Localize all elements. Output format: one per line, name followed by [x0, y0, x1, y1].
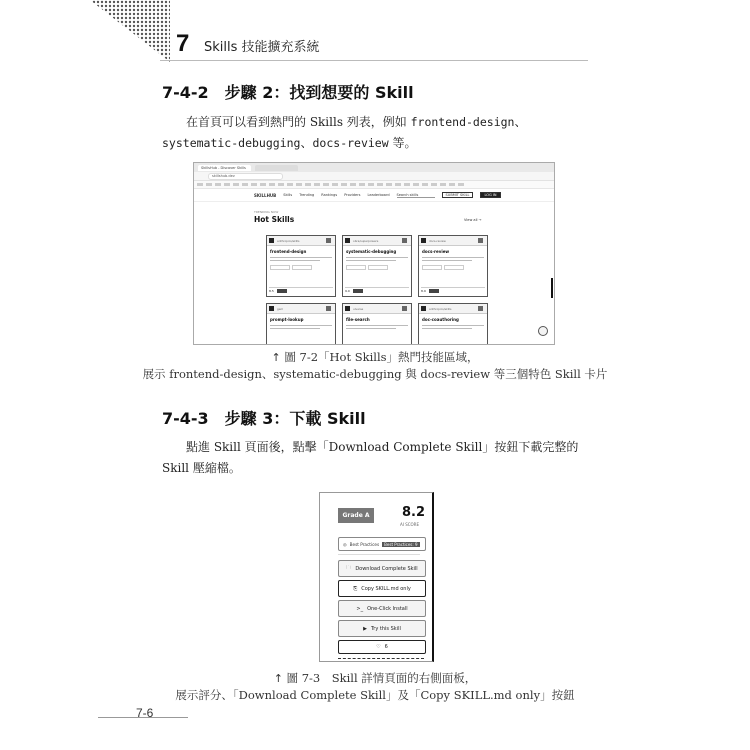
bookmark-icon[interactable]: [296, 183, 302, 186]
grade-badge: [326, 238, 331, 243]
bookmark-icon[interactable]: [224, 183, 230, 186]
tag-chip[interactable]: [422, 265, 442, 270]
section-2-paragraph: 點進 Skill 頁面後，點擊「Download Complete Skill」按鈕下載完整的 Skill 壓縮檔。: [162, 440, 579, 475]
card-title: docs-review: [422, 249, 450, 254]
card-title: systematic-debugging: [346, 249, 397, 254]
page-number: 7-6: [136, 706, 154, 720]
grade-chip: [353, 289, 363, 293]
copy-icon: ⎘: [353, 585, 358, 592]
heart-icon: ♡: [376, 644, 381, 650]
avatar: [269, 306, 274, 311]
figure-7-3-caption: [0, 670, 750, 704]
bookmark-icon[interactable]: [215, 183, 221, 186]
bookmark-icon[interactable]: [395, 183, 401, 186]
scrollbar[interactable]: [551, 278, 553, 298]
skill-card[interactable]: [342, 235, 412, 297]
folder-icon: 🗀: [346, 564, 352, 571]
skill-card[interactable]: [266, 303, 336, 345]
avatar: [269, 238, 274, 243]
bookmark-icon[interactable]: [269, 183, 275, 186]
paragraph-text: 在首頁可以看到熱門的 Skills 列表，例如: [186, 115, 411, 129]
description-line: [422, 257, 484, 258]
description-line: [346, 260, 396, 261]
header-rule: [160, 60, 588, 61]
card-owner: anthropics/skills: [277, 238, 300, 243]
terminal-icon: >_: [356, 605, 364, 612]
skill-card[interactable]: [418, 235, 488, 297]
code-systematic-debugging: systematic-debugging: [162, 136, 301, 150]
bookmark-icon[interactable]: [377, 183, 383, 186]
button-label: Download Complete Skill: [355, 565, 418, 572]
paragraph-text: 等。: [388, 136, 417, 150]
hot-skills-title: Hot Skills: [254, 215, 295, 224]
card-score: 9.0: [345, 289, 350, 293]
bookmark-icon[interactable]: [323, 183, 329, 186]
browser-tab-bar: [194, 163, 554, 172]
card-owner: gem: [277, 306, 284, 311]
description-line: [422, 325, 484, 326]
button-label: Try this Skill: [370, 625, 401, 632]
description-line: [270, 257, 332, 258]
button-label: One-Click Install: [367, 605, 408, 612]
tag-chip[interactable]: [346, 265, 366, 270]
description-line: [346, 328, 396, 329]
bookmark-icon[interactable]: [458, 183, 464, 186]
tag-chip[interactable]: [292, 265, 312, 270]
bookmark-icon[interactable]: [368, 183, 374, 186]
caption-arrow-icon: ↑: [273, 672, 283, 685]
section-1-paragraph: [162, 112, 590, 154]
divider: [338, 554, 420, 555]
chat-fab-button[interactable]: [538, 326, 548, 336]
bookmark-icon[interactable]: [260, 183, 266, 186]
grade-badge: [478, 306, 483, 311]
tag-chip[interactable]: [270, 265, 290, 270]
chapter-number: 7: [176, 30, 190, 57]
skill-card[interactable]: [266, 235, 336, 297]
login-button[interactable]: LOG IN: [480, 192, 500, 198]
check-circle-icon: ◎: [343, 541, 347, 547]
description-line: [422, 328, 472, 329]
nav-link[interactable]: Rankings: [321, 193, 338, 197]
hot-skills-screenshot: [193, 162, 555, 345]
code-docs-review: docs-review: [312, 136, 389, 150]
bookmark-icon[interactable]: [197, 183, 203, 186]
grade-chip: [277, 289, 287, 293]
skill-detail-panel-screenshot: [319, 492, 434, 662]
caption-arrow-icon: ↑: [271, 351, 281, 364]
grade-badge: [326, 306, 331, 311]
submit-skill-button[interactable]: SUBMIT SKILL: [442, 192, 474, 198]
card-title: frontend-design: [270, 249, 307, 254]
bookmark-icon[interactable]: [449, 183, 455, 186]
best-practices-label: Best Practices: [349, 541, 380, 547]
card-score: 8.5: [269, 289, 274, 293]
ai-score-label: AI SCORE: [400, 522, 419, 527]
best-practices-chip: Best Practices: 9: [384, 541, 418, 547]
code-frontend-design: frontend-design: [410, 115, 515, 129]
section-heading-7-4-3: 7-4-3 步驟 3：下載 Skill: [162, 409, 366, 428]
bookmark-icon[interactable]: [332, 183, 338, 186]
nav-link[interactable]: Leaderboard: [367, 193, 390, 197]
download-complete-skill-button[interactable]: [338, 560, 426, 577]
caption-line-1: 圖 7-3 Skill 詳情頁面的右側面板，: [286, 671, 477, 685]
avatar: [421, 238, 426, 243]
avatar: [421, 306, 426, 311]
bookmarks-bar: [194, 181, 554, 189]
bookmark-icon[interactable]: [287, 183, 293, 186]
bookmark-icon[interactable]: [386, 183, 392, 186]
browser-tab[interactable]: [255, 165, 298, 171]
caption-line-2: 展示評分、「Download Complete Skill」及「Copy SKILL.md only」按鈕: [175, 688, 575, 702]
description-line: [270, 260, 320, 261]
card-title: file-search: [346, 317, 370, 322]
bookmark-icon[interactable]: [314, 183, 320, 186]
section-heading-7-4-2: 7-4-2 步驟 2：找到想要的 Skill: [162, 83, 414, 102]
separator: 、: [300, 136, 313, 150]
skill-card[interactable]: [342, 303, 412, 345]
description-line: [346, 325, 408, 326]
card-owner: docs-review: [429, 238, 446, 243]
like-button[interactable]: [338, 640, 426, 654]
card-score: 8.9: [421, 289, 426, 293]
grade-badge: [478, 238, 483, 243]
skill-card-grid: [266, 235, 488, 345]
like-count: 6: [384, 644, 388, 650]
grade-badge: [402, 238, 407, 243]
try-this-skill-button[interactable]: [338, 620, 426, 637]
bookmark-icon[interactable]: [359, 183, 365, 186]
dashed-divider: [338, 658, 424, 659]
site-nav: [194, 189, 554, 202]
bookmark-icon[interactable]: [350, 183, 356, 186]
separator: 、: [514, 115, 527, 129]
bookmark-icon[interactable]: [413, 183, 419, 186]
bookmark-icon[interactable]: [278, 183, 284, 186]
corner-halftone-decoration: [0, 0, 170, 62]
bookmark-icon[interactable]: [233, 183, 239, 186]
bookmark-icon[interactable]: [305, 183, 311, 186]
description-line: [422, 260, 472, 261]
avatar: [345, 238, 350, 243]
site-logo[interactable]: SKILLHUB: [254, 192, 277, 198]
nav-link[interactable]: Trending: [299, 193, 315, 197]
browser-url-bar: [194, 172, 554, 181]
grade-badge: Grade A: [338, 508, 374, 523]
nav-link[interactable]: Skills: [283, 193, 293, 197]
tag-chip[interactable]: [368, 265, 388, 270]
bookmark-icon[interactable]: [422, 183, 428, 186]
card-owner: obra/superpowers: [353, 238, 379, 243]
bookmark-icon[interactable]: [242, 183, 248, 186]
avatar: [345, 306, 350, 311]
card-owner: uiverse: [353, 306, 364, 311]
description-line: [346, 257, 408, 258]
bookmark-icon[interactable]: [341, 183, 347, 186]
grade-chip: [429, 289, 439, 293]
tag-chip[interactable]: [444, 265, 464, 270]
view-all-link[interactable]: View all →: [464, 218, 482, 222]
browser-tab[interactable]: SkillsHub - Discover Skills: [198, 165, 251, 171]
card-title: doc-coauthoring: [422, 317, 459, 322]
figure-7-2-caption: [0, 349, 750, 383]
bookmark-icon[interactable]: [440, 183, 446, 186]
bookmark-icon[interactable]: [251, 183, 257, 186]
grade-badge: [402, 306, 407, 311]
description-line: [270, 328, 320, 329]
chapter-title: Skills 技能擴充系統: [204, 40, 320, 55]
caption-line-2: 展示 frontend-design、systematic-debugging 與 docs-review 等三個特色 Skill 卡片: [142, 367, 608, 381]
section-eyebrow: TRENDING NOW: [254, 210, 279, 214]
caption-line-1: 圖 7-2「Hot Skills」熱門技能區域，: [284, 350, 479, 364]
best-practices-row[interactable]: [338, 537, 426, 551]
play-icon: ▶: [363, 625, 367, 632]
footer-rule: [98, 717, 188, 718]
description-line: [270, 325, 332, 326]
bookmark-icon[interactable]: [404, 183, 410, 186]
button-label: Copy SKILL.md only: [361, 585, 411, 592]
bookmark-icon[interactable]: [206, 183, 212, 186]
nav-link[interactable]: Providers: [344, 193, 361, 197]
ai-score-value: 8.2: [402, 505, 426, 520]
card-owner: anthropics/skills: [429, 306, 452, 311]
bookmark-icon[interactable]: [431, 183, 437, 186]
copy-skill-md-button[interactable]: [338, 580, 426, 597]
url-input[interactable]: skillshub.dev: [208, 173, 283, 180]
search-input[interactable]: Search skills: [397, 193, 435, 198]
card-title: prompt-lookup: [270, 317, 304, 322]
one-click-install-button[interactable]: [338, 600, 426, 617]
skill-card[interactable]: [418, 303, 488, 345]
